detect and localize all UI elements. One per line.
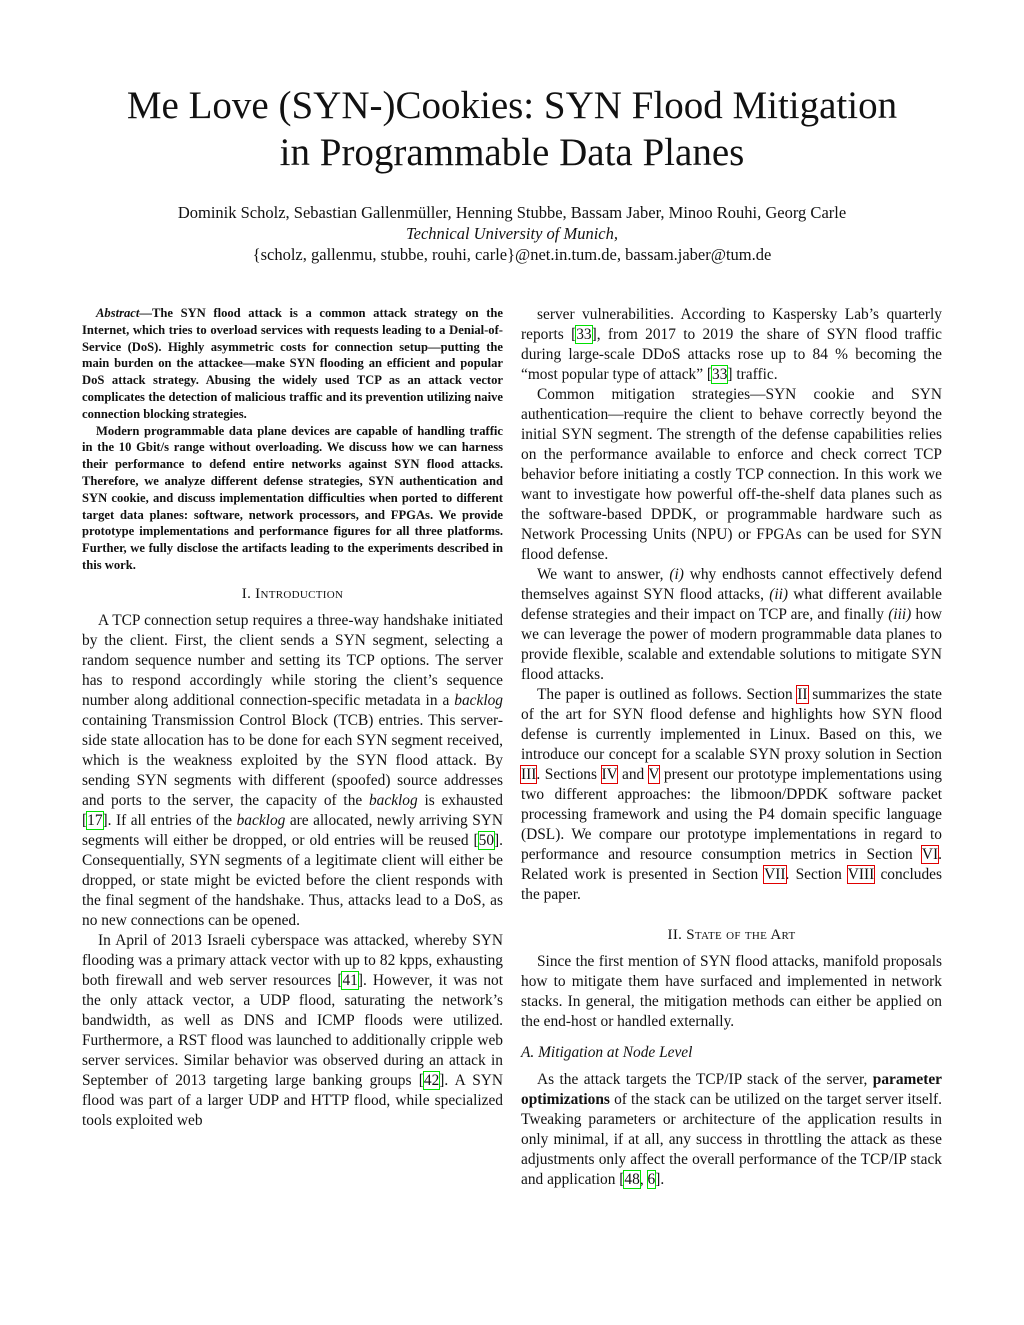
text-run: ]. — [655, 1171, 665, 1188]
text-run: are allocated, newly arriving SYN segments will either be dropped, or old entries will be reused [ — [82, 811, 503, 849]
text-run: (i) — [669, 566, 684, 583]
paragraph — [521, 685, 942, 905]
paragraph — [82, 423, 503, 574]
paragraph — [82, 931, 503, 1131]
section-link[interactable]: III — [521, 766, 537, 783]
text-run: . Related work is presented in Section — [521, 846, 942, 883]
text-run: , — [639, 1171, 648, 1188]
text-run: —The SYN flood attack is a common attack strategy on the Internet, which tries to overload services with requests leading to a Denial-of-Service (DoS). Highly asymmetric costs for connection setup—putting the main burden on the attackee—make SYN flooding an efficient and popular DoS attack strategy. Abusing the widely used TCP as an attack vector complicates the detection of malicious traffic and its prevention utilizing naive connection blocking strategies. — [82, 306, 503, 421]
citation-link[interactable]: 17 — [87, 811, 103, 829]
text-run: . Sections — [536, 766, 602, 783]
node-level-body — [521, 1070, 942, 1190]
text-run: (ii) — [769, 586, 789, 603]
state-of-art-body — [521, 952, 942, 1032]
text-run: backlog — [368, 791, 418, 809]
left-column — [82, 305, 503, 1131]
section-heading-state-of-art: II. State of the Art — [667, 927, 796, 943]
text-run: ] traffic. — [727, 366, 778, 383]
text-run: present our prototype implementations using two different approaches: the libmoon/DPDK software packet processing framework and using the P4 domain specific language (DSL). We compare our prototype implementations in regard to performance and resource consumption metrics in Section — [521, 766, 942, 863]
paragraph — [521, 952, 942, 1032]
text-run: and — [617, 766, 649, 783]
title-line-2: in Programmable Data Planes — [279, 131, 745, 174]
section-link[interactable]: V — [648, 766, 660, 783]
paragraph — [82, 305, 503, 423]
text-run: of the stack can be utilized on the target server itself. Tweaking parameters or architecture of the application results in only minimal, if at all, any success in throttling the attack as these adjustments only affect the overall performance of the TCP/IP stack and application [ — [521, 1091, 942, 1188]
paragraph — [521, 305, 942, 385]
paragraph — [82, 611, 503, 931]
text-run: Abstract — [96, 306, 140, 320]
text-run: backlog — [236, 811, 286, 829]
section-heading-introduction: I. Introduction — [241, 585, 344, 602]
text-run: In April of 2013 Israeli cyberspace was attacked, whereby SYN flooding was a primary attack vector with up to 82 kpps, exhausting both firewall and web server resources [ — [82, 931, 503, 989]
author-names: Dominik Scholz, Sebastian Gallenmüller, Henning Stubbe, Bassam Jaber, Minoo Rouhi, Georg Carle — [177, 203, 847, 222]
paragraph — [521, 565, 942, 685]
section-link[interactable]: VII — [764, 866, 786, 883]
text-run: parameter optimizations — [521, 1071, 942, 1108]
paragraph — [521, 1070, 942, 1190]
right-column — [521, 305, 942, 1190]
title-line-1: Me Love (SYN-)Cookies: SYN Flood Mitigation — [126, 84, 898, 127]
author-emails: {scholz, gallenmu, stubbe, rouhi, carle}@net.in.tum.de, bassam.jaber@tum.de — [252, 245, 772, 264]
author-block — [0, 202, 1024, 265]
text-run: what different available defense strategies and their impact on TCP are, and finally — [521, 586, 942, 623]
section-link[interactable]: II — [797, 686, 808, 703]
text-run: A TCP connection setup requires a three-way handshake initiated by the client. First, the client sends a SYN segment, selecting a random sequence number and setting its TCP options. The server has to respond accordingly while storing the client’s sequence number along additional connection-specific metadata in a — [82, 611, 503, 709]
text-run: why endhosts cannot effectively defend themselves against SYN flood attacks, — [521, 566, 942, 603]
subsection-heading-node-level: A. Mitigation at Node Level — [521, 1044, 693, 1061]
citation-link[interactable]: 48 — [624, 1171, 640, 1188]
introduction-body — [82, 611, 503, 1131]
text-run: concludes the paper. — [521, 866, 942, 903]
affiliation: Technical University of Munich, — [405, 224, 619, 243]
text-run: server vulnerabilities. According to Kaspersky Lab’s quarterly reports [ — [521, 306, 942, 343]
text-run: Since the first mention of SYN flood attacks, manifold proposals how to mitigate them have surfaced and implemented in network stacks. In general, the mitigation methods can either be applied on the end-host or handled externally. — [521, 953, 942, 1030]
text-run: ]. If all entries of the — [102, 811, 237, 829]
text-run: As the attack targets the TCP/IP stack of the server, — [537, 1071, 873, 1088]
text-run: is exhausted [ — [82, 791, 503, 829]
text-run: summarizes the state of the art for SYN flood defense and highlights how SYN flood defense is currently implemented in Linux. Based on this, we introduce our concept for a scalable SYN proxy solution in Section — [521, 686, 942, 763]
citation-link[interactable]: 6 — [647, 1171, 656, 1188]
text-run: ], from 2017 to 2019 the share of SYN flood traffic during large-scale DDoS attacks rose up to 84 % becoming the “most popular type of attack” [ — [521, 326, 942, 383]
section-link[interactable]: IV — [601, 766, 618, 783]
citation-link[interactable]: 42 — [423, 1071, 440, 1089]
text-run: Common mitigation strategies—SYN cookie and SYN authentication—require the client to behave correctly beyond the initial SYN segment. The strength of the defense capabilities relies on the performance available to enforce and check correct TCP behavior before initiating a costly TCP connection. In this work we want to investigate how powerful off-the-shelf data planes such as the software-based DPDK, or programmable hardware such as Network Processing Units (NPU) or FPGAs can be used for SYN flood defense. — [521, 386, 942, 563]
text-run: containing Transmission Control Block (TCB) entries. This server-side state allocation has to be done for each SYN segment received, which is the weakness exploited by the SYN flood attack. By sending SYN segments with different (spoofed) source addresses and ports to the server, the capacity of the — [82, 711, 503, 809]
introduction-continued — [521, 305, 942, 905]
text-run: ]. A SYN flood was part of a larger UDP and HTTP flood, while specialized tools exploited web — [82, 1071, 503, 1129]
text-run: . Section — [785, 866, 848, 883]
citation-link[interactable]: 41 — [342, 971, 358, 989]
citation-link[interactable]: 50 — [478, 831, 495, 849]
text-run: ]. However, it was not the only attack vector, a UDP flood, saturating the network’s bandwidth, as well as DNS and ICMP floods were utilized. Furthermore, a RST flood was launched to additionally cripple web server services. Similar behavior was observed during an attack in September of 2013 targeting large banking groups [ — [82, 971, 503, 1089]
text-run: how we can leverage the power of modern programmable data planes to provide flexible, scalable and extendable solutions to mitigate SYN flood attacks. — [521, 606, 942, 683]
citation-link[interactable]: 33 — [712, 366, 728, 383]
section-link[interactable]: VIII — [847, 866, 875, 883]
abstract — [82, 305, 503, 574]
section-link[interactable]: VI — [921, 846, 939, 863]
text-run: Modern programmable data plane devices are capable of handling traffic in the 10 Gbit/s range without overloading. We discuss how we can harness their performance to defend entire networks against SYN flood attacks. Therefore, we analyze different defense strategies, SYN authentication and SYN cookie, and discuss implementation difficulties when ported to different target data planes: software, network processors, and FPGAs. We provide prototype implementations and performance figures for all three platforms. Further, we fully disclose the artifacts leading to the experiments described in this work. — [82, 423, 503, 572]
text-run: We want to answer, — [537, 566, 670, 583]
text-run: The paper is outlined as follows. Section — [537, 686, 798, 703]
paper-title — [0, 82, 1024, 176]
text-run: (iii) — [888, 606, 912, 623]
text-run: backlog — [454, 691, 503, 709]
paragraph — [521, 385, 942, 565]
citation-link[interactable]: 33 — [576, 326, 592, 343]
text-run: ]. Consequentially, SYN segments of a legitimate client will either be dropped, or state might be evicted before the client responds with the final segment of the handshake. Thus, attacks lead to a DoS, as no new connections can be opened. — [82, 831, 503, 929]
